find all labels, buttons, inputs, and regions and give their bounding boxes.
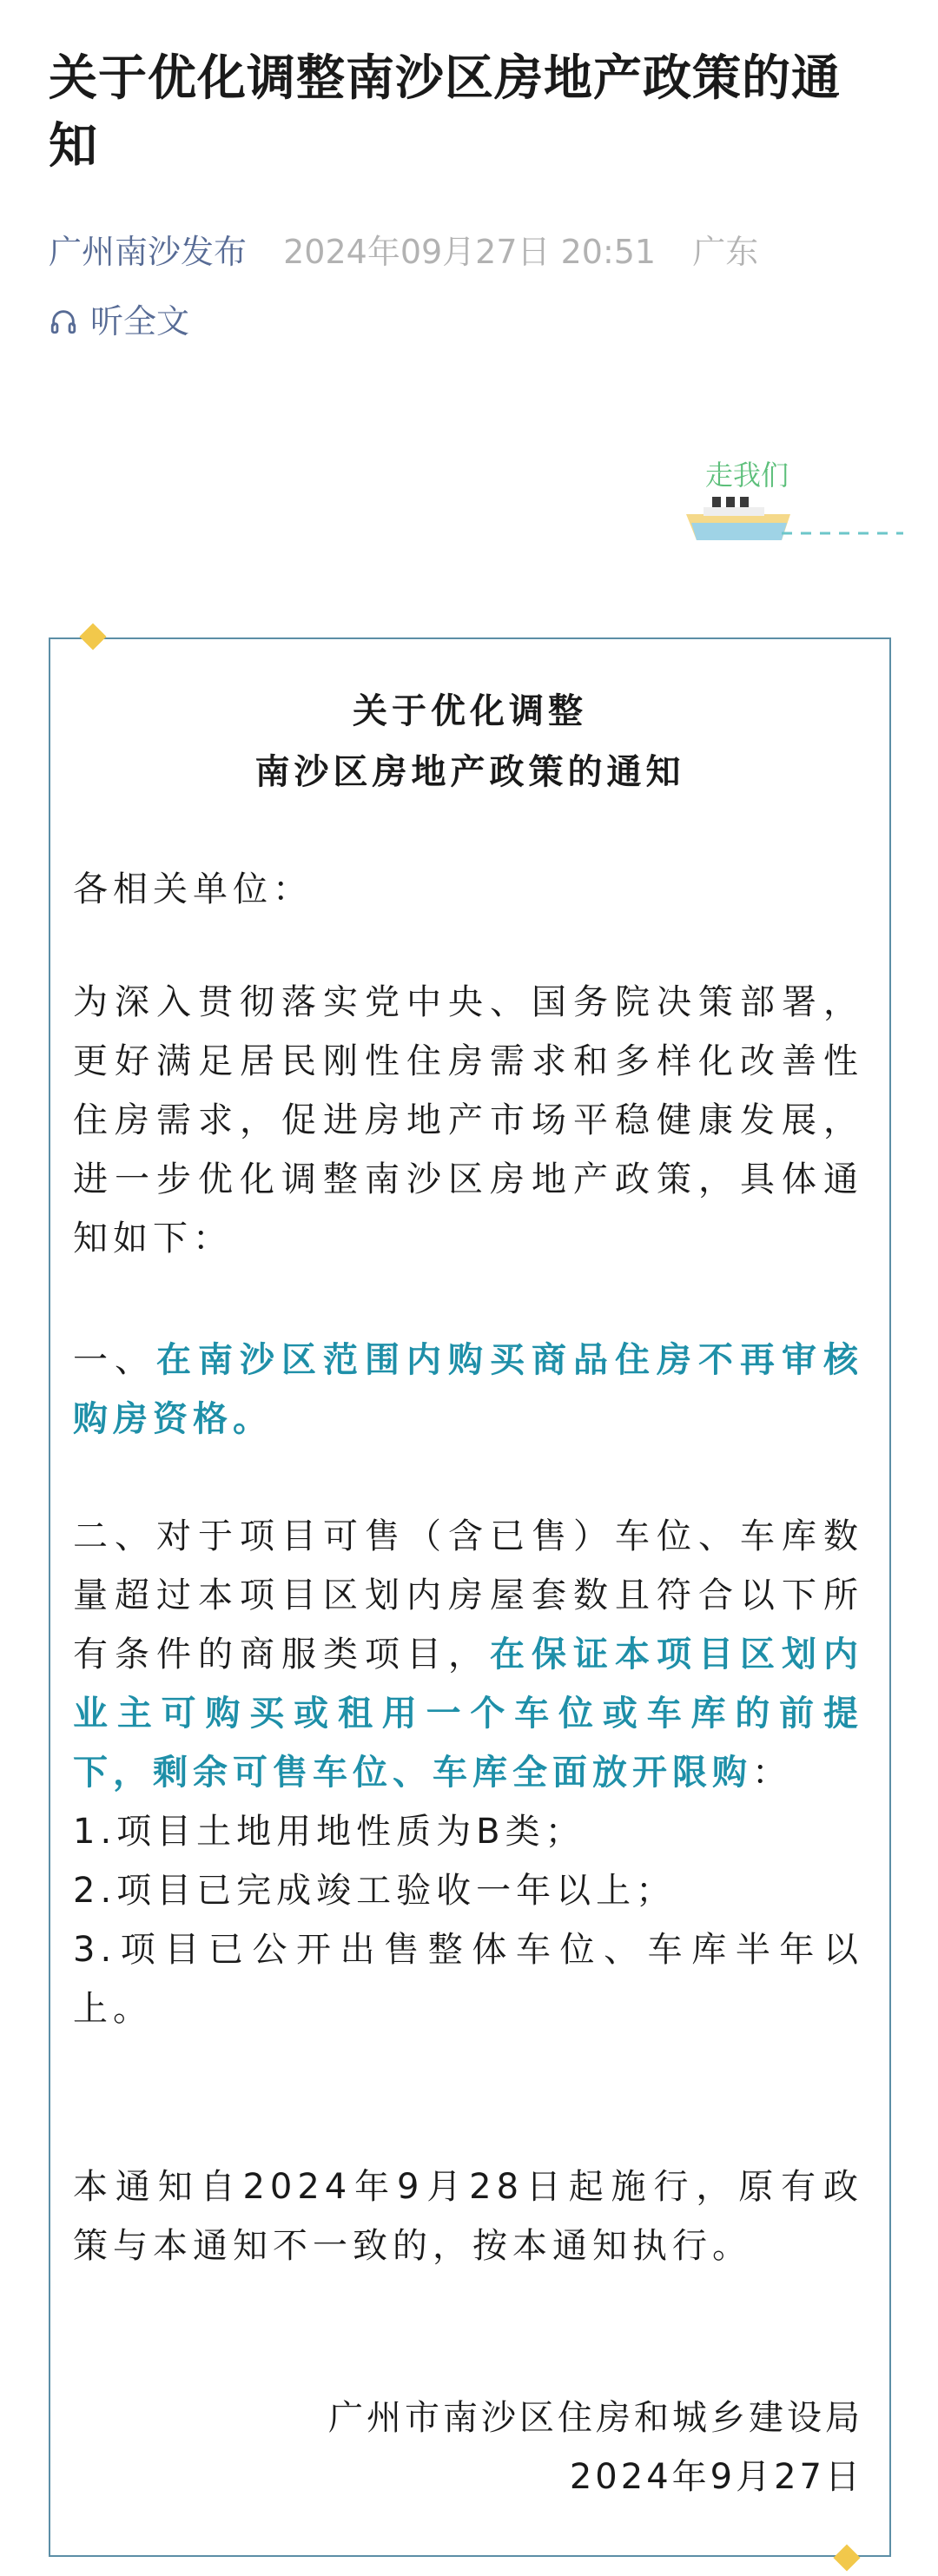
publish-time: 2024年09月27日 20:51: [283, 233, 657, 271]
notice-item-2: [73, 1507, 863, 2038]
signature-date: 2024年9月27日: [569, 2457, 863, 2497]
publish-region: 广东: [692, 233, 759, 271]
condition-1: 1.项目土地用地性质为B类；: [73, 1812, 585, 1852]
author-link[interactable]: 广州南沙发布: [49, 233, 248, 271]
condition-2: 2.项目已完成竣工验收一年以上；: [73, 1871, 677, 1911]
item1-highlight: 在南沙区范围内购买商品住房不再审核购房资格。: [73, 1340, 863, 1439]
item2-prefix: 二、对于项目可售（含已售）车位、车库数量超过本项目区划内房屋套数且符合以下所有条件的商服类项目，: [73, 1516, 863, 1674]
article-meta: [49, 228, 758, 276]
notice-closing: 本通知自2024年9月28日起施行，原有政策与本通知不一致的，按本通知执行。: [73, 2167, 863, 2266]
item1-prefix: 一、: [73, 1340, 156, 1380]
notice-intro: 为深入贯彻落实党中央、国务院决策部署，更好满足居民刚性住房需求和多样化改善性住房需求，促进房地产市场平稳健康发展，进一步优化调整南沙区房地产政策，具体通知如下：: [73, 982, 863, 1258]
notice-heading-line2: 南沙区房地产政策的通知: [254, 752, 685, 792]
notice-heading: [49, 681, 891, 803]
item2-suffix: ：: [752, 1753, 792, 1793]
article-title: 关于优化调整南沙区房地产政策的通知: [49, 50, 841, 175]
ship-illustration: [643, 443, 903, 565]
notice-greeting: 各相关单位：: [73, 869, 313, 909]
item2-highlight: 在保证本项目区划内业主可购买或租用一个车位或车库的前提下，剩余可售车位、车库全面放开限购: [73, 1635, 863, 1793]
listen-label: 听全文: [90, 302, 190, 340]
headphones-icon: [49, 307, 78, 336]
listen-full-text-button[interactable]: [49, 297, 189, 346]
notice-item-1: [73, 1331, 863, 1449]
condition-3: 3.项目已公开出售整体车位、车库半年以上。: [73, 1930, 863, 2029]
notice-heading-line1: 关于优化调整: [353, 691, 587, 731]
ship-illustration-text: 走我们: [705, 459, 789, 492]
signature-organization: 广州市南沙区住房和城乡建设局: [328, 2398, 863, 2438]
